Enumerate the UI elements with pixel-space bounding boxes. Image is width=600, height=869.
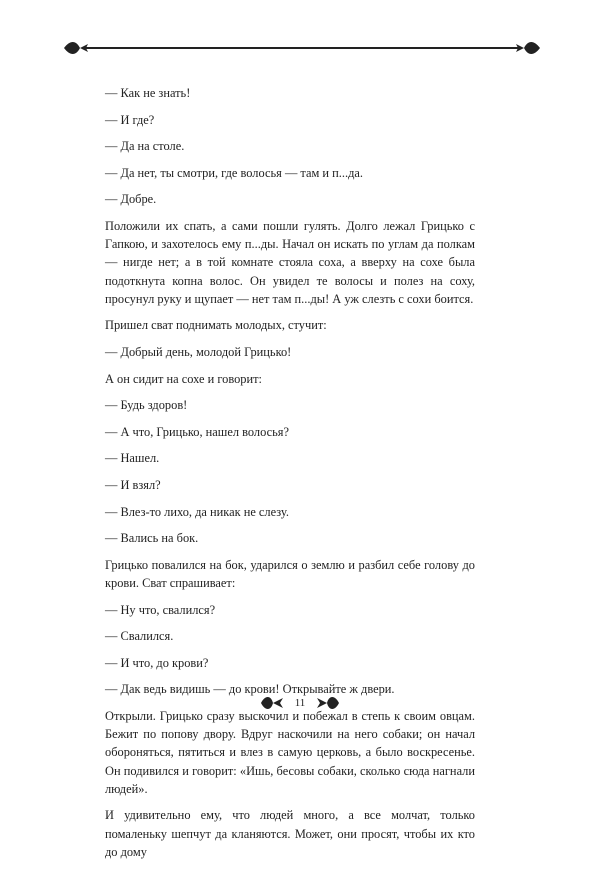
paragraph: — А что, Грицько, нашел волосья? bbox=[105, 424, 289, 439]
top-ornamental-rule bbox=[62, 36, 542, 60]
paragraph: Открыли. Грицько сразу выскочил и побежал в степь к своим овцам. Бежит по попову двору. Вдруг наскочили на него собаки; он начал обороняться, пятиться и влез в самую церковь, а было воскресенье. Он подивился и говорит: «Ишь, бесовы собаки, сколько сюда нагнали людей». bbox=[105, 708, 475, 796]
paragraph: Пришел сват поднимать молодых, стучит: bbox=[105, 318, 327, 333]
left-ornament-icon bbox=[259, 693, 285, 713]
paragraph: — Влез-то лихо, да никак не слезу. bbox=[105, 504, 289, 519]
paragraph: Положили их спать, а сами пошли гулять. Долго лежал Грицько с Гапкою, и захотелось ему п...ды. Начал он искать по углам да полкам — нигде нет; а в той комнате стояла соха, а вверху на сохе была подоткнута копна волос. Он увидел те волосы и полез на соху, просунул руку и щупает — нет там п...ды! А уж слезть с сохи боится. bbox=[105, 218, 475, 306]
paragraph: — Добре. bbox=[105, 192, 157, 207]
paragraph: И удивительно ему, что людей много, а все молчат, только помаленьку шепчут да кланяются. Может, они просят, чтобы их кто до дому bbox=[105, 808, 475, 859]
paragraph: — Дак ведь видишь — до крови! Открывайте ж двери. bbox=[105, 682, 395, 697]
paragraph: — Ну что, свалился? bbox=[105, 602, 216, 617]
paragraph: — Да на столе. bbox=[105, 139, 185, 154]
paragraph: — Нашел. bbox=[105, 451, 160, 466]
paragraph: — Да нет, ты смотри, где волосья — там и п...да. bbox=[105, 165, 363, 180]
text-body bbox=[105, 84, 475, 869]
paragraph: — И взял? bbox=[105, 477, 161, 492]
right-fleuron-icon bbox=[516, 42, 540, 54]
paragraph: — Свалился. bbox=[105, 629, 174, 644]
paragraph: — Будь здоров! bbox=[105, 398, 188, 413]
paragraph: — Вались на бок. bbox=[105, 531, 199, 546]
paragraph: — И что, до крови? bbox=[105, 655, 209, 670]
paragraph: — Добрый день, молодой Грицько! bbox=[105, 344, 292, 359]
paragraph: — И где? bbox=[105, 112, 155, 127]
left-fleuron-icon bbox=[64, 42, 88, 54]
paragraph: — Как не знать! bbox=[105, 86, 191, 100]
paragraph: Грицько повалился на бок, ударился о землю и разбил себе голову до крови. Сват спрашивает: bbox=[105, 557, 475, 590]
page-footer bbox=[0, 690, 600, 716]
paragraph: А он сидит на сохе и говорит: bbox=[105, 371, 262, 386]
right-ornament-icon bbox=[315, 693, 341, 713]
page-number: 11 bbox=[294, 697, 306, 709]
